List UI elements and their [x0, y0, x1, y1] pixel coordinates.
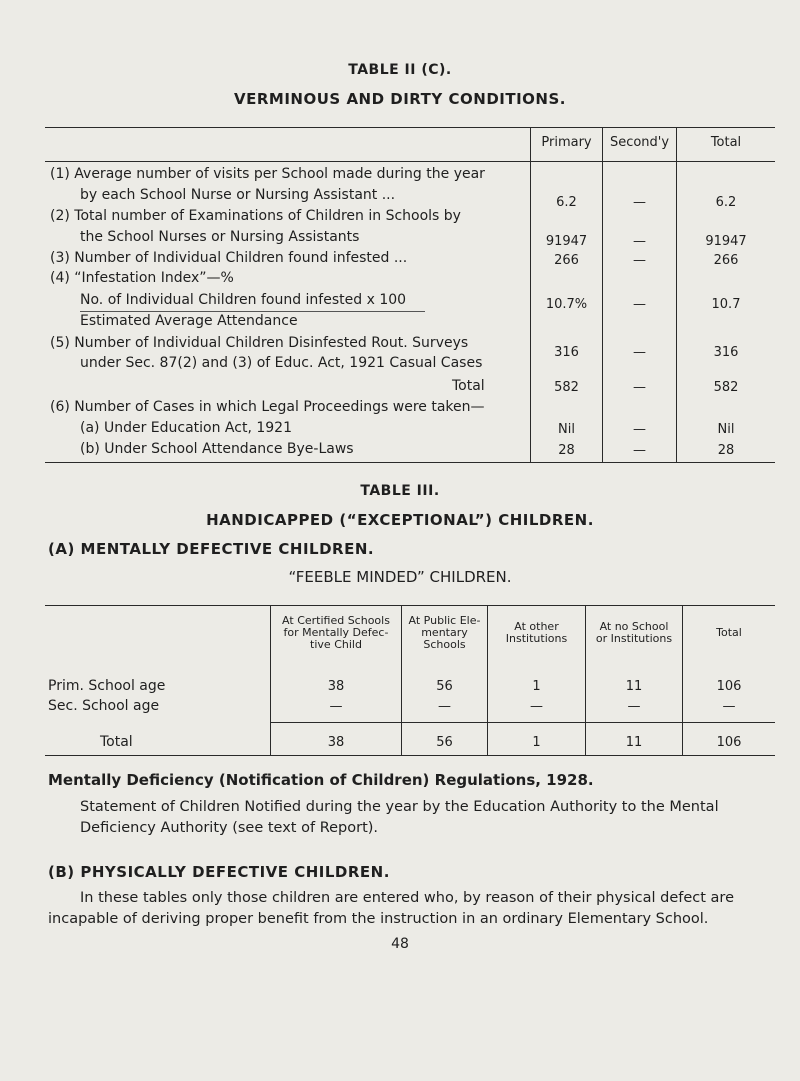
prim-certified: 38	[327, 679, 345, 694]
table2-bottom-rule	[45, 462, 775, 463]
sec-public: —	[438, 699, 451, 714]
row2-label-line1: (2) Total number of Examinations of Children in Schools by	[50, 208, 461, 224]
regulations-heading: Mentally Deficiency (Notification of Children) Regulations, 1928.	[48, 771, 594, 789]
table3-col-certified: At Certified Schools for Mentally Defec- tive Child	[282, 614, 390, 651]
row6a-primary: Nil	[558, 422, 575, 437]
table3-col-no-school: At no School or Institutions	[595, 620, 673, 645]
prim-total: 106	[716, 679, 742, 694]
row6a-total: Nil	[717, 422, 735, 437]
section-b-heading: (B) PHYSICALLY DEFECTIVE CHILDREN.	[48, 863, 390, 881]
row4-label-line1: (4) “Infestation Index”—%	[50, 270, 234, 286]
row2-total: 91947	[705, 234, 747, 249]
row3-label: (3) Number of Individual Children found infested ...	[50, 250, 408, 266]
prim-no-school: 11	[625, 679, 643, 694]
table3-subtotal-rule	[270, 722, 775, 723]
row6b-primary: 28	[558, 443, 575, 458]
row3-secondary: —	[633, 253, 646, 268]
row1-total: 6.2	[715, 195, 737, 210]
prim-public: 56	[436, 679, 453, 694]
feeble-minded-heading: “FEEBLE MINDED” CHILDREN.	[288, 568, 512, 586]
table2-title: TABLE II (C).	[348, 62, 452, 78]
row3-total: 266	[713, 253, 739, 268]
row6a-label: (a) Under Education Act, 1921	[80, 420, 292, 436]
table2-col-secondary: Second'y	[609, 135, 670, 150]
page-number: 48	[391, 936, 409, 952]
row6b-total: 28	[717, 443, 735, 458]
row5-primary: 316	[554, 345, 579, 360]
row4-total: 10.7	[711, 297, 741, 312]
total-row-label: Total	[100, 734, 133, 750]
table3-col-total: Total	[716, 626, 742, 639]
row5-label-line1: (5) Number of Individual Children Disinfested Rout. Surveys	[50, 335, 469, 351]
table3-top-rule	[45, 605, 775, 606]
row1-label-line2: by each School Nurse or Nursing Assistant ...	[80, 187, 396, 203]
section-a-heading: (A) MENTALLY DEFECTIVE CHILDREN.	[48, 540, 375, 558]
table2-col-divider	[676, 127, 677, 462]
table2-col-divider	[530, 127, 531, 462]
total-certified: 38	[327, 735, 345, 750]
total-other: 1	[532, 735, 541, 750]
row1-secondary: —	[633, 195, 646, 210]
table3-col-other: At other Institutions	[505, 620, 568, 645]
total-public: 56	[436, 735, 453, 750]
row4-fraction-bar	[80, 311, 425, 312]
row6b-label: (b) Under School Attendance Bye-Laws	[80, 441, 354, 457]
row5-secondary: —	[633, 345, 646, 360]
table2-col-divider	[602, 127, 603, 462]
table3-subtitle: HANDICAPPED (“EXCEPTIONAL”) CHILDREN.	[206, 511, 594, 529]
table2-col-total: Total	[710, 135, 742, 150]
table2-subtitle: VERMINOUS AND DIRTY CONDITIONS.	[234, 90, 566, 108]
row4-numerator: No. of Individual Children found infested x 100	[80, 292, 407, 308]
row4-denominator: Estimated Average Attendance	[80, 313, 298, 329]
prim-other: 1	[532, 679, 541, 694]
section-b-text: In these tables only those children are entered who, by reason of their physical defect are incapable of deriving proper benefit from the instruction in an ordinary Elementary School.	[48, 890, 735, 927]
table3-bottom-rule	[45, 755, 775, 756]
row2-secondary: —	[633, 234, 646, 249]
sec-certified: —	[329, 699, 343, 714]
sec-no-school: —	[627, 699, 641, 714]
prim-row-label: Prim. School age	[48, 678, 166, 694]
table3-title: TABLE III.	[360, 483, 440, 499]
row5-total-primary: 582	[554, 380, 579, 395]
regulations-text: Statement of Children Notified during the year by the Education Authority to the Mental Deficiency Authority (see text of Report).	[80, 799, 719, 836]
sec-total: —	[722, 699, 736, 714]
row3-primary: 266	[554, 253, 579, 268]
row5-total-total: 582	[713, 380, 739, 395]
row5-label-line2: under Sec. 87(2) and (3) of Educ. Act, 1921 Casual Cases	[80, 355, 483, 371]
row1-primary: 6.2	[556, 195, 577, 210]
row5-total-secondary: —	[633, 380, 646, 395]
total-total: 106	[716, 735, 742, 750]
row6a-secondary: —	[633, 422, 646, 437]
row6b-secondary: —	[633, 443, 646, 458]
table3-col-public: At Public Ele- mentary Schools	[408, 614, 481, 651]
row4-secondary: —	[633, 297, 646, 312]
row5-total: 316	[713, 345, 739, 360]
sec-other: —	[530, 699, 543, 714]
sec-row-label: Sec. School age	[48, 698, 160, 714]
table2-col-primary: Primary	[541, 135, 592, 150]
total-no-school: 11	[625, 735, 643, 750]
row1-label-line1: (1) Average number of visits per School made during the year	[50, 166, 485, 182]
row2-primary: 91947	[545, 234, 588, 249]
table2-top-rule	[45, 127, 775, 128]
row6-label: (6) Number of Cases in which Legal Proceedings were taken—	[50, 399, 485, 415]
row2-label-line2: the School Nurses or Nursing Assistants	[80, 229, 360, 245]
table2-header-rule	[45, 161, 775, 162]
row4-primary: 10.7%	[545, 297, 588, 312]
row5-total-label: Total	[452, 378, 485, 394]
